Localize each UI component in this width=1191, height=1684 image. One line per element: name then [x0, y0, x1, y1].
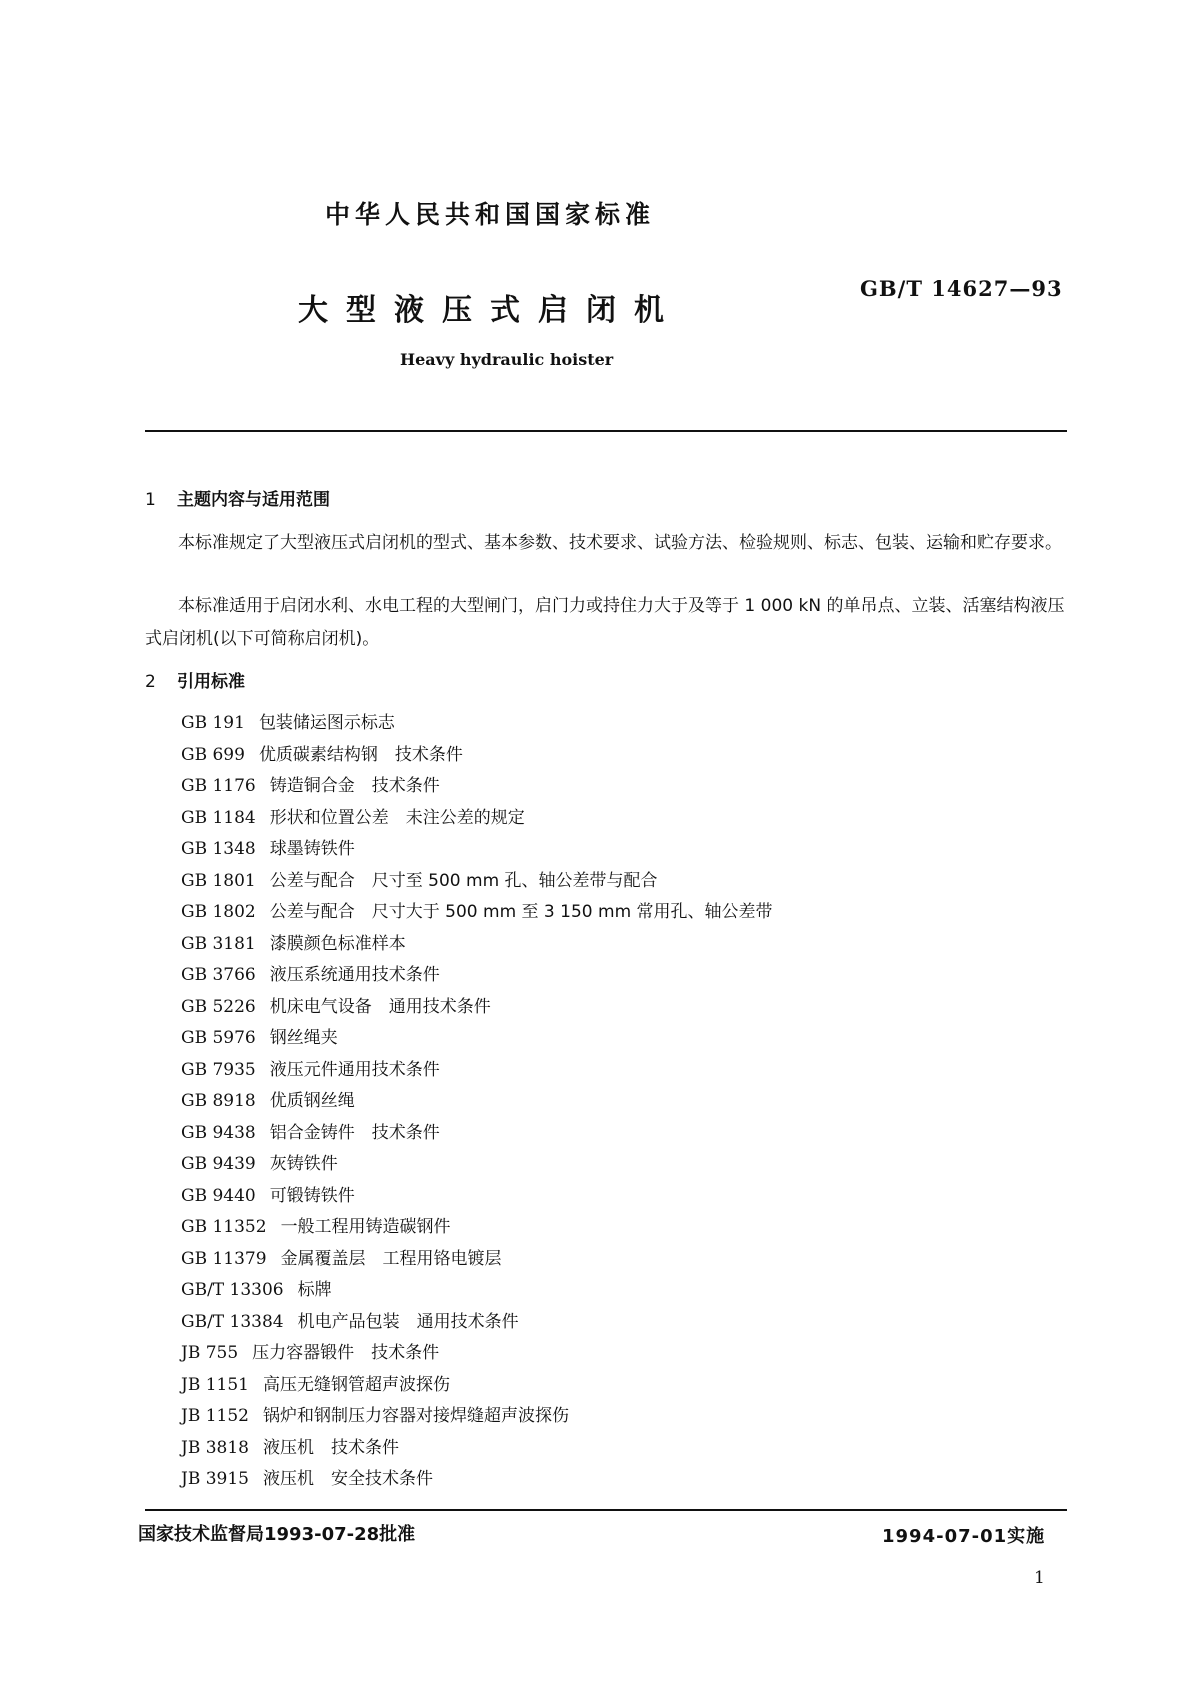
footer-divider [145, 1509, 1067, 1511]
section-1-heading [145, 485, 330, 510]
reference-code: GB 1348 [181, 839, 256, 859]
reference-title: 机电产品包装 通用技术条件 [297, 1311, 519, 1332]
reference-title: 液压元件通用技术条件 [269, 1059, 440, 1080]
reference-code: GB 9439 [181, 1154, 256, 1174]
reference-title: 一般工程用铸造碳钢件 [280, 1217, 451, 1237]
reference-code: GB 5226 [181, 996, 256, 1017]
section-number: 2 [145, 672, 156, 692]
reference-title: 高压无缝钢管超声波探伤 [262, 1374, 450, 1395]
list-item [181, 1307, 773, 1339]
reference-code: GB 11352 [181, 1217, 267, 1237]
reference-code: GB 1184 [181, 807, 256, 828]
list-item [181, 1401, 773, 1433]
reference-code: GB 1176 [181, 776, 256, 796]
reference-title: 机床电气设备 通用技术条件 [269, 996, 491, 1017]
section-number: 1 [145, 490, 156, 510]
reference-code: GB 3181 [181, 933, 256, 954]
list-item [181, 960, 773, 992]
list-item [181, 1181, 773, 1213]
section-1-paragraph-1: 本标准规定了大型液压式启闭机的型式、基本参数、技术要求、试验方法、检验规则、标志、包装、运输和贮存要求。 [178, 533, 1062, 553]
reference-title: 优质碳素结构钢 技术条件 [258, 744, 463, 765]
section-2-heading [145, 667, 245, 692]
implementation-date: 1994-07-01实施 [882, 1526, 1046, 1547]
list-item [181, 803, 773, 835]
reference-title: 公差与配合 尺寸大于 500 mm 至 3 150 mm 常用孔、轴公差带 [269, 902, 773, 922]
list-item [181, 834, 773, 866]
reference-code: GB/T 13384 [181, 1311, 284, 1332]
reference-code: JB 1152 [181, 1406, 249, 1426]
reference-title: 液压机 技术条件 [262, 1437, 399, 1458]
section-title: 引用标准 [177, 672, 245, 692]
section-1-paragraph-2: 本标准适用于启闭水利、水电工程的大型闸门，启门力或持住力大于及等于 1 000 kN 的单吊点、立装、活塞结构液压式启闭机(以下可简称启闭机)。 [145, 596, 1065, 649]
reference-title: 钢丝绳夹 [269, 1028, 338, 1048]
reference-code: JB 3915 [181, 1469, 249, 1489]
reference-title: 铸造铜合金 技术条件 [269, 776, 440, 796]
reference-title: 优质钢丝绳 [269, 1091, 355, 1111]
reference-title: 液压机 安全技术条件 [262, 1469, 433, 1489]
reference-code: GB 9438 [181, 1122, 256, 1143]
reference-code: GB 9440 [181, 1185, 256, 1206]
section-title: 主题内容与适用范围 [177, 490, 330, 510]
reference-title: 液压系统通用技术条件 [269, 965, 440, 985]
reference-standards-list [181, 708, 773, 1496]
reference-title: 包装储运图示标志 [258, 713, 395, 733]
reference-title: 公差与配合 尺寸至 500 mm 孔、轴公差带与配合 [269, 870, 658, 891]
list-item [181, 1370, 773, 1402]
list-item [181, 1149, 773, 1181]
reference-code: JB 3818 [181, 1437, 249, 1458]
reference-code: GB 7935 [181, 1059, 256, 1080]
reference-title: 金属覆盖层 工程用铬电镀层 [280, 1248, 502, 1269]
reference-code: GB 1801 [181, 870, 256, 891]
reference-code: JB 755 [181, 1343, 239, 1363]
list-item [181, 866, 773, 898]
list-item [181, 1464, 773, 1496]
national-standard-header: 中华人民共和国国家标准 [325, 200, 656, 229]
header-divider [145, 430, 1067, 432]
reference-title: 灰铸铁件 [269, 1154, 338, 1174]
reference-code: GB 11379 [181, 1248, 267, 1269]
reference-code: GB 1802 [181, 902, 256, 922]
reference-title: 球墨铸铁件 [269, 839, 355, 859]
page-number: 1 [1034, 1568, 1045, 1588]
reference-title: 铝合金铸件 技术条件 [269, 1122, 440, 1143]
list-item [181, 929, 773, 961]
reference-title: 漆膜颜色标准样本 [269, 933, 406, 954]
document-subtitle-english: Heavy hydraulic hoister [400, 350, 614, 369]
list-item [181, 1086, 773, 1118]
reference-code: GB 3766 [181, 965, 256, 985]
reference-code: JB 1151 [181, 1374, 249, 1395]
list-item [181, 708, 773, 740]
list-item [181, 992, 773, 1024]
list-item [181, 1338, 773, 1370]
reference-code: GB 8918 [181, 1091, 256, 1111]
reference-title: 标牌 [297, 1280, 332, 1300]
list-item [181, 1023, 773, 1055]
list-item [181, 771, 773, 803]
reference-title: 锅炉和钢制压力容器对接焊缝超声波探伤 [262, 1406, 569, 1426]
list-item [181, 1433, 773, 1465]
list-item [181, 897, 773, 929]
list-item [181, 1244, 773, 1276]
standard-code: GB/T 14627—93 [860, 276, 1063, 301]
list-item [181, 1118, 773, 1150]
list-item [181, 1212, 773, 1244]
reference-code: GB/T 13306 [181, 1280, 284, 1300]
reference-title: 形状和位置公差 未注公差的规定 [269, 807, 525, 828]
reference-code: GB 5976 [181, 1028, 256, 1048]
list-item [181, 740, 773, 772]
approval-date: 国家技术监督局1993-07-28批准 [138, 1524, 416, 1545]
reference-title: 可锻铸铁件 [269, 1185, 355, 1206]
reference-code: GB 699 [181, 744, 245, 765]
document-title: 大型液压式启闭机 [298, 293, 682, 328]
list-item [181, 1055, 773, 1087]
list-item [181, 1275, 773, 1307]
reference-code: GB 191 [181, 713, 245, 733]
reference-title: 压力容器锻件 技术条件 [252, 1343, 440, 1363]
